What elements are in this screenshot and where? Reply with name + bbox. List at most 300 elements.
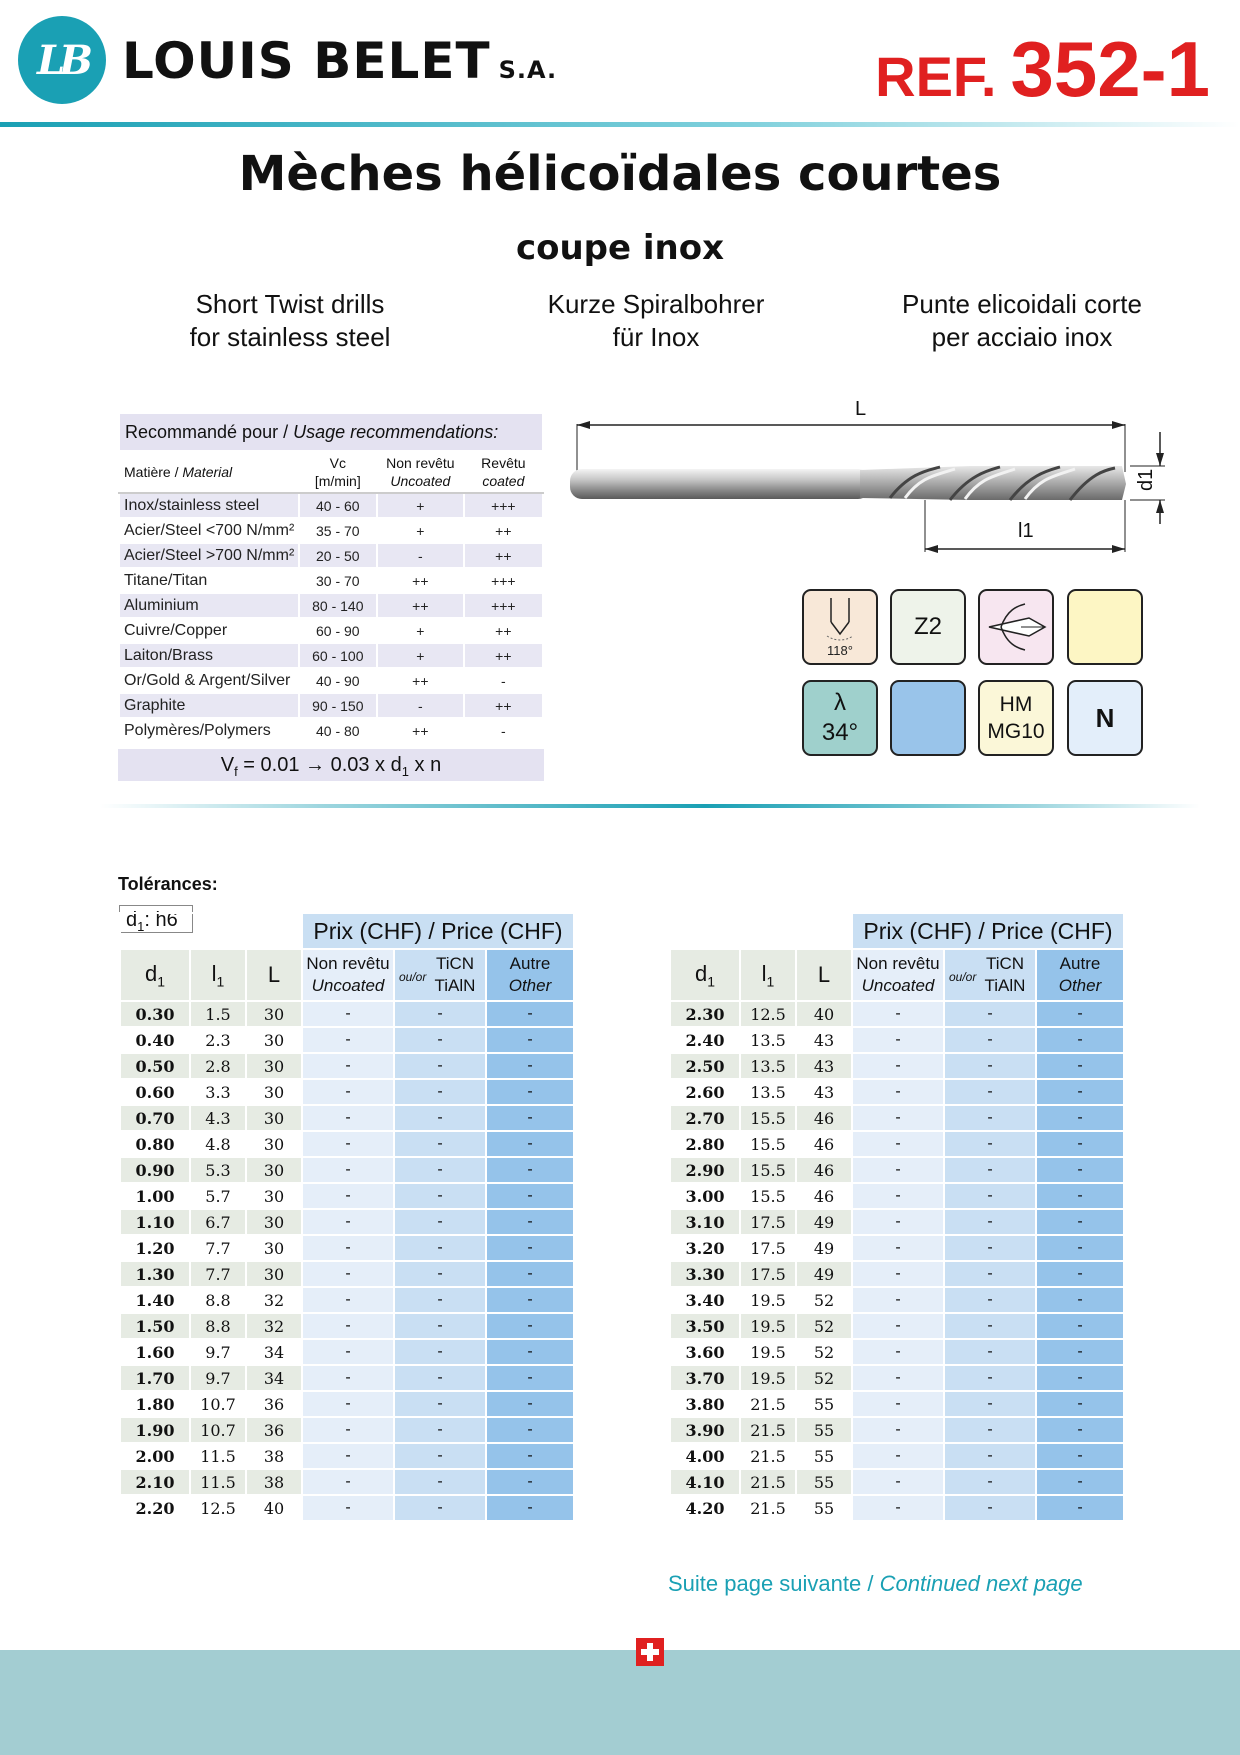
d1-cell: 3.00: [670, 1183, 740, 1209]
price-uncoated-cell: -: [852, 1391, 944, 1417]
l1-cell: 4.3: [190, 1105, 246, 1131]
drill-type-value: N: [1095, 702, 1115, 733]
price-other-cell: -: [486, 1339, 574, 1365]
price-row: [670, 1131, 1124, 1157]
d1-cell: 0.60: [120, 1079, 190, 1105]
price-coated-cell: -: [944, 1287, 1036, 1313]
title-english-line1: Short Twist drills: [195, 289, 385, 319]
price-coated-cell: -: [944, 1443, 1036, 1469]
drill-shank: [570, 469, 870, 499]
col-other-fr: Autre: [509, 954, 551, 973]
price-coated-cell: -: [394, 1287, 486, 1313]
d1-cell: 2.10: [120, 1469, 190, 1495]
usage-material-cell: Laiton/Brass: [119, 643, 299, 668]
price-coated-cell: -: [394, 1209, 486, 1235]
price-row: [670, 1417, 1124, 1443]
usage-row: [119, 643, 543, 668]
price-table-left: [119, 912, 575, 1522]
price-other-cell: -: [486, 1495, 574, 1521]
price-coated-cell: -: [944, 1365, 1036, 1391]
col-coat-tialn: TiAlN: [434, 976, 476, 995]
usage-row: [119, 668, 543, 693]
continued-en: Continued next page: [879, 1571, 1083, 1596]
price-other-cell: -: [486, 1287, 574, 1313]
L-cell: 30: [246, 1079, 302, 1105]
d1-cell: 1.50: [120, 1313, 190, 1339]
feed-formula: $V_f = 0.01 \to 0.03$ x $d_1$ x n: [118, 749, 544, 781]
L-cell: 40: [796, 1001, 852, 1027]
l1-cell: 1.5: [190, 1001, 246, 1027]
title-german-line2: für Inox: [612, 322, 700, 352]
L-cell: 55: [796, 1443, 852, 1469]
price-uncoated-cell: -: [852, 1495, 944, 1521]
price-row: [120, 1261, 574, 1287]
l1-cell: 5.3: [190, 1157, 246, 1183]
price-other-cell: -: [1036, 1443, 1124, 1469]
col-uncoated-fr: Non revêtu: [306, 954, 390, 973]
point-angle-symbol: [802, 589, 878, 665]
col-coat-tialn: TiAlN: [984, 976, 1026, 995]
l1-cell: 17.5: [740, 1209, 796, 1235]
col-other-header: [1036, 949, 1124, 1001]
col-d1-header: $d_1$: [670, 949, 740, 1001]
price-other-cell: -: [1036, 1417, 1124, 1443]
price-other-cell: -: [1036, 1313, 1124, 1339]
price-row: [670, 1105, 1124, 1131]
l1-cell: 12.5: [740, 1001, 796, 1027]
price-other-cell: -: [1036, 1495, 1124, 1521]
usage-vc-cell: 40 - 60: [299, 493, 377, 518]
material-line2: MG10: [987, 720, 1045, 743]
price-uncoated-cell: -: [302, 1417, 394, 1443]
price-other-cell: -: [1036, 1261, 1124, 1287]
swiss-flag-icon: [636, 1638, 664, 1666]
d1-cell: 3.10: [670, 1209, 740, 1235]
coated-header-en: coated: [482, 473, 525, 489]
d1-cell: 1.70: [120, 1365, 190, 1391]
price-row: [670, 1079, 1124, 1105]
price-row: [120, 1001, 574, 1027]
usage-coated-cell: +++: [464, 568, 543, 593]
title-german: [476, 288, 836, 354]
d1-cell: 2.70: [670, 1105, 740, 1131]
l1-cell: 8.8: [190, 1313, 246, 1339]
usage-row: [119, 568, 543, 593]
price-other-cell: -: [486, 1027, 574, 1053]
d1-cell: 2.50: [670, 1053, 740, 1079]
l1-cell: 6.7: [190, 1209, 246, 1235]
title-italian-line1: Punte elicoidali corte: [902, 289, 1142, 319]
l1-cell: 17.5: [740, 1235, 796, 1261]
price-row: [670, 1183, 1124, 1209]
l1-cell: 7.7: [190, 1235, 246, 1261]
price-row: [120, 1287, 574, 1313]
price-row: [670, 1027, 1124, 1053]
company-logo: [18, 16, 106, 104]
price-other-cell: -: [486, 1365, 574, 1391]
price-coated-cell: -: [944, 1157, 1036, 1183]
l1-cell: 9.7: [190, 1339, 246, 1365]
usage-row: [119, 493, 543, 518]
price-uncoated-cell: -: [852, 1417, 944, 1443]
uncoated-header-fr: Non revêtu: [386, 455, 455, 471]
price-uncoated-cell: -: [302, 1157, 394, 1183]
col-or-label: ou/or: [949, 970, 977, 984]
price-table-right-body: [670, 1001, 1124, 1521]
L-cell: 55: [796, 1469, 852, 1495]
l1-cell: 7.7: [190, 1261, 246, 1287]
L-cell: 34: [246, 1339, 302, 1365]
d1-cell: 1.90: [120, 1417, 190, 1443]
price-uncoated-cell: -: [852, 1209, 944, 1235]
l1-cell: 15.5: [740, 1105, 796, 1131]
col-other-en: Other: [508, 976, 552, 995]
l1-cell: 11.5: [190, 1443, 246, 1469]
price-coated-cell: -: [944, 1131, 1036, 1157]
price-coated-cell: -: [944, 1079, 1036, 1105]
usage-recommendations-table: [118, 412, 544, 744]
price-coated-cell: -: [394, 1469, 486, 1495]
L-cell: 30: [246, 1235, 302, 1261]
d1-cell: 3.20: [670, 1235, 740, 1261]
ref-value: 352-1: [1010, 25, 1210, 113]
L-cell: 55: [796, 1417, 852, 1443]
usage-uncoated-cell: +: [377, 518, 464, 543]
usage-material-cell: Polymères/Polymers: [119, 718, 299, 743]
price-uncoated-cell: -: [302, 1105, 394, 1131]
usage-row: [119, 618, 543, 643]
price-other-cell: -: [1036, 1105, 1124, 1131]
price-row: [670, 1001, 1124, 1027]
d1-cell: 1.40: [120, 1287, 190, 1313]
price-other-cell: -: [486, 1261, 574, 1287]
price-uncoated-cell: -: [302, 1053, 394, 1079]
l1-cell: 11.5: [190, 1469, 246, 1495]
drill-profile-icon: [981, 592, 1051, 662]
usage-row: [119, 718, 543, 743]
usage-row: [119, 693, 543, 718]
vc-header-unit: [m/min]: [314, 473, 361, 489]
col-or-label: ou/or: [399, 970, 427, 984]
usage-uncoated-cell: ++: [377, 718, 464, 743]
l1-cell: 13.5: [740, 1027, 796, 1053]
coated-header-fr: Revêtu: [481, 455, 526, 471]
ref-label: REF.: [875, 45, 997, 108]
col-uncoated-en: Uncoated: [311, 976, 385, 995]
usage-coated-cell: -: [464, 668, 543, 693]
L-cell: 46: [796, 1157, 852, 1183]
company-name: [122, 32, 557, 90]
price-coated-cell: -: [394, 1391, 486, 1417]
price-row: [670, 1339, 1124, 1365]
L-cell: 30: [246, 1027, 302, 1053]
usage-coated-cell: +++: [464, 593, 543, 618]
col-coat-ticn: TiCN: [435, 954, 475, 973]
col-uncoated-fr: Non revêtu: [856, 954, 940, 973]
price-other-cell: -: [1036, 1365, 1124, 1391]
price-coated-cell: -: [394, 1235, 486, 1261]
price-header: Prix (CHF) / Price (CHF): [852, 913, 1124, 949]
usage-title-en: Usage recommendations:: [293, 421, 499, 442]
price-uncoated-cell: -: [852, 1105, 944, 1131]
vc-header: [299, 451, 377, 493]
col-l1-header: $l_1$: [740, 949, 796, 1001]
price-uncoated-cell: -: [302, 1469, 394, 1495]
price-uncoated-cell: -: [302, 1313, 394, 1339]
usage-material-cell: Graphite: [119, 693, 299, 718]
d1-cell: 0.50: [120, 1053, 190, 1079]
d1-cell: 0.90: [120, 1157, 190, 1183]
price-other-cell: -: [486, 1235, 574, 1261]
usage-vc-cell: 35 - 70: [299, 518, 377, 543]
price-uncoated-cell: -: [302, 1287, 394, 1313]
price-uncoated-cell: -: [852, 1027, 944, 1053]
usage-material-cell: Cuivre/Copper: [119, 618, 299, 643]
L-cell: 52: [796, 1313, 852, 1339]
L-cell: 30: [246, 1183, 302, 1209]
price-other-cell: -: [1036, 1209, 1124, 1235]
L-cell: 38: [246, 1443, 302, 1469]
L-cell: 32: [246, 1287, 302, 1313]
price-coated-cell: -: [944, 1105, 1036, 1131]
logo-monogram: LB: [37, 36, 87, 84]
price-coated-cell: -: [394, 1313, 486, 1339]
price-uncoated-cell: -: [852, 1339, 944, 1365]
l1-cell: 21.5: [740, 1495, 796, 1521]
usage-row: [119, 593, 543, 618]
usage-material-cell: Titane/Titan: [119, 568, 299, 593]
usage-material-cell: Inox/stainless steel: [119, 493, 299, 518]
l1-cell: 9.7: [190, 1365, 246, 1391]
price-uncoated-cell: -: [302, 1001, 394, 1027]
d1-cell: 4.20: [670, 1495, 740, 1521]
price-other-cell: -: [1036, 1469, 1124, 1495]
price-other-cell: -: [486, 1391, 574, 1417]
l1-cell: 15.5: [740, 1131, 796, 1157]
blank-symbol-blue: [890, 680, 966, 756]
L-cell: 52: [796, 1339, 852, 1365]
point-angle-icon: [805, 592, 875, 662]
price-coated-cell: -: [944, 1391, 1036, 1417]
usage-vc-cell: 40 - 80: [299, 718, 377, 743]
dimension-d1-label: d1: [1135, 468, 1157, 491]
L-cell: 30: [246, 1157, 302, 1183]
price-row: [670, 1287, 1124, 1313]
price-coated-cell: -: [944, 1313, 1036, 1339]
price-row: [670, 1209, 1124, 1235]
L-cell: 40: [246, 1495, 302, 1521]
usage-uncoated-cell: -: [377, 543, 464, 568]
usage-vc-cell: 60 - 90: [299, 618, 377, 643]
usage-vc-cell: 60 - 100: [299, 643, 377, 668]
col-l1-header: $l_1$: [190, 949, 246, 1001]
d1-cell: 0.40: [120, 1027, 190, 1053]
usage-uncoated-cell: -: [377, 693, 464, 718]
price-row: [670, 1235, 1124, 1261]
d1-cell: 1.80: [120, 1391, 190, 1417]
d1-cell: 4.00: [670, 1443, 740, 1469]
price-uncoated-cell: -: [302, 1131, 394, 1157]
L-cell: 30: [246, 1001, 302, 1027]
d1-cell: 2.60: [670, 1079, 740, 1105]
price-uncoated-cell: -: [852, 1313, 944, 1339]
price-coated-cell: -: [944, 1001, 1036, 1027]
price-uncoated-cell: -: [852, 1261, 944, 1287]
continued-fr: Suite page suivante /: [668, 1571, 880, 1596]
d1-cell: 2.40: [670, 1027, 740, 1053]
tolerance-value: $d_1$: h6: [119, 905, 193, 933]
usage-table-title: [119, 413, 543, 451]
uncoated-header-en: Uncoated: [390, 473, 451, 489]
L-cell: 30: [246, 1261, 302, 1287]
price-other-cell: -: [1036, 1183, 1124, 1209]
helix-angle-value: 34°: [821, 719, 859, 746]
price-uncoated-cell: -: [852, 1001, 944, 1027]
l1-cell: 19.5: [740, 1365, 796, 1391]
price-coated-cell: -: [944, 1027, 1036, 1053]
col-uncoated-en: Uncoated: [861, 976, 935, 995]
blank-symbol-yellow: [1067, 589, 1143, 665]
price-other-cell: -: [486, 1183, 574, 1209]
price-coated-cell: -: [394, 1131, 486, 1157]
price-coated-cell: -: [394, 1105, 486, 1131]
price-row: [670, 1391, 1124, 1417]
d1-cell: 2.30: [670, 1001, 740, 1027]
price-other-cell: -: [486, 1079, 574, 1105]
usage-uncoated-cell: ++: [377, 593, 464, 618]
l1-cell: 12.5: [190, 1495, 246, 1521]
L-cell: 49: [796, 1209, 852, 1235]
d1-cell: 2.20: [120, 1495, 190, 1521]
price-uncoated-cell: -: [302, 1261, 394, 1287]
price-coated-cell: -: [394, 1365, 486, 1391]
price-coated-cell: -: [394, 1417, 486, 1443]
price-row: [670, 1469, 1124, 1495]
price-table-left-body: [120, 1001, 574, 1521]
usage-coated-cell: ++: [464, 518, 543, 543]
title-english: [110, 288, 470, 354]
usage-row: [119, 518, 543, 543]
d1-cell: 1.30: [120, 1261, 190, 1287]
price-other-cell: -: [486, 1105, 574, 1131]
d1-cell: 0.80: [120, 1131, 190, 1157]
d1-cell: 2.80: [670, 1131, 740, 1157]
price-other-cell: -: [486, 1469, 574, 1495]
col-other-fr: Autre: [1059, 954, 1101, 973]
d1-cell: 0.30: [120, 1001, 190, 1027]
col-coated-header: [394, 949, 486, 1001]
price-other-cell: -: [486, 1443, 574, 1469]
col-other-en: Other: [1058, 976, 1102, 995]
l1-cell: 2.3: [190, 1027, 246, 1053]
col-d1-header: $d_1$: [120, 949, 190, 1001]
price-other-cell: -: [1036, 1027, 1124, 1053]
L-cell: 30: [246, 1105, 302, 1131]
L-cell: 52: [796, 1287, 852, 1313]
price-coated-cell: -: [394, 1053, 486, 1079]
d1-cell: 4.10: [670, 1469, 740, 1495]
d1-cell: 3.80: [670, 1391, 740, 1417]
l1-cell: 19.5: [740, 1287, 796, 1313]
l1-cell: 2.8: [190, 1053, 246, 1079]
d1-cell: 2.90: [670, 1157, 740, 1183]
price-coated-cell: -: [394, 1157, 486, 1183]
L-cell: 43: [796, 1079, 852, 1105]
price-coated-cell: -: [944, 1339, 1036, 1365]
l1-cell: 21.5: [740, 1391, 796, 1417]
price-header-spacer: [670, 913, 852, 949]
d1-cell: 1.60: [120, 1339, 190, 1365]
title-english-line2: for stainless steel: [189, 322, 391, 352]
page-title: Mèches hélicoïdales courtes: [238, 146, 1002, 202]
price-uncoated-cell: -: [852, 1469, 944, 1495]
l1-cell: 21.5: [740, 1469, 796, 1495]
L-cell: 30: [246, 1131, 302, 1157]
l1-cell: 10.7: [190, 1391, 246, 1417]
usage-material-cell: Acier/Steel >700 N/mm²: [119, 543, 299, 568]
col-uncoated-header: [302, 949, 394, 1001]
price-uncoated-cell: -: [302, 1391, 394, 1417]
L-cell: 36: [246, 1417, 302, 1443]
price-other-cell: -: [1036, 1001, 1124, 1027]
L-cell: 34: [246, 1365, 302, 1391]
d1-cell: 1.10: [120, 1209, 190, 1235]
price-row: [670, 1261, 1124, 1287]
price-coated-cell: -: [394, 1261, 486, 1287]
d1-cell: 0.70: [120, 1105, 190, 1131]
price-other-cell: -: [1036, 1079, 1124, 1105]
col-L-header: L: [796, 949, 852, 1001]
l1-cell: 15.5: [740, 1157, 796, 1183]
usage-coated-cell: ++: [464, 643, 543, 668]
col-coated-header: [944, 949, 1036, 1001]
flutes-symbol: [890, 589, 966, 665]
material-header: [119, 451, 299, 493]
price-row: [670, 1157, 1124, 1183]
title-german-line1: Kurze Spiralbohrer: [547, 289, 765, 319]
price-uncoated-cell: -: [302, 1079, 394, 1105]
price-coated-cell: -: [944, 1235, 1036, 1261]
price-coated-cell: -: [394, 1079, 486, 1105]
price-row: [120, 1053, 574, 1079]
title-italian-line2: per acciaio inox: [931, 322, 1113, 352]
usage-vc-cell: 30 - 70: [299, 568, 377, 593]
price-row: [120, 1105, 574, 1131]
price-header-spacer: [120, 913, 302, 949]
d1-cell: 3.60: [670, 1339, 740, 1365]
d1-cell: 3.50: [670, 1313, 740, 1339]
page-subtitle: coupe inox: [515, 228, 725, 268]
price-row: [120, 1313, 574, 1339]
d1-cell: 3.90: [670, 1417, 740, 1443]
price-row: [120, 1391, 574, 1417]
material-header-fr: Matière /: [124, 464, 183, 480]
price-row: [120, 1365, 574, 1391]
usage-vc-cell: 80 - 140: [299, 593, 377, 618]
L-cell: 38: [246, 1469, 302, 1495]
price-other-cell: -: [486, 1157, 574, 1183]
usage-coated-cell: ++: [464, 693, 543, 718]
l1-cell: 15.5: [740, 1183, 796, 1209]
L-cell: 43: [796, 1027, 852, 1053]
usage-coated-cell: +++: [464, 493, 543, 518]
price-row: [120, 1469, 574, 1495]
dimension-l1-label: l1: [1018, 520, 1034, 542]
material-line1: HM: [999, 693, 1033, 716]
dimension-L-label: L: [855, 398, 867, 420]
price-uncoated-cell: -: [302, 1365, 394, 1391]
price-row: [120, 1157, 574, 1183]
